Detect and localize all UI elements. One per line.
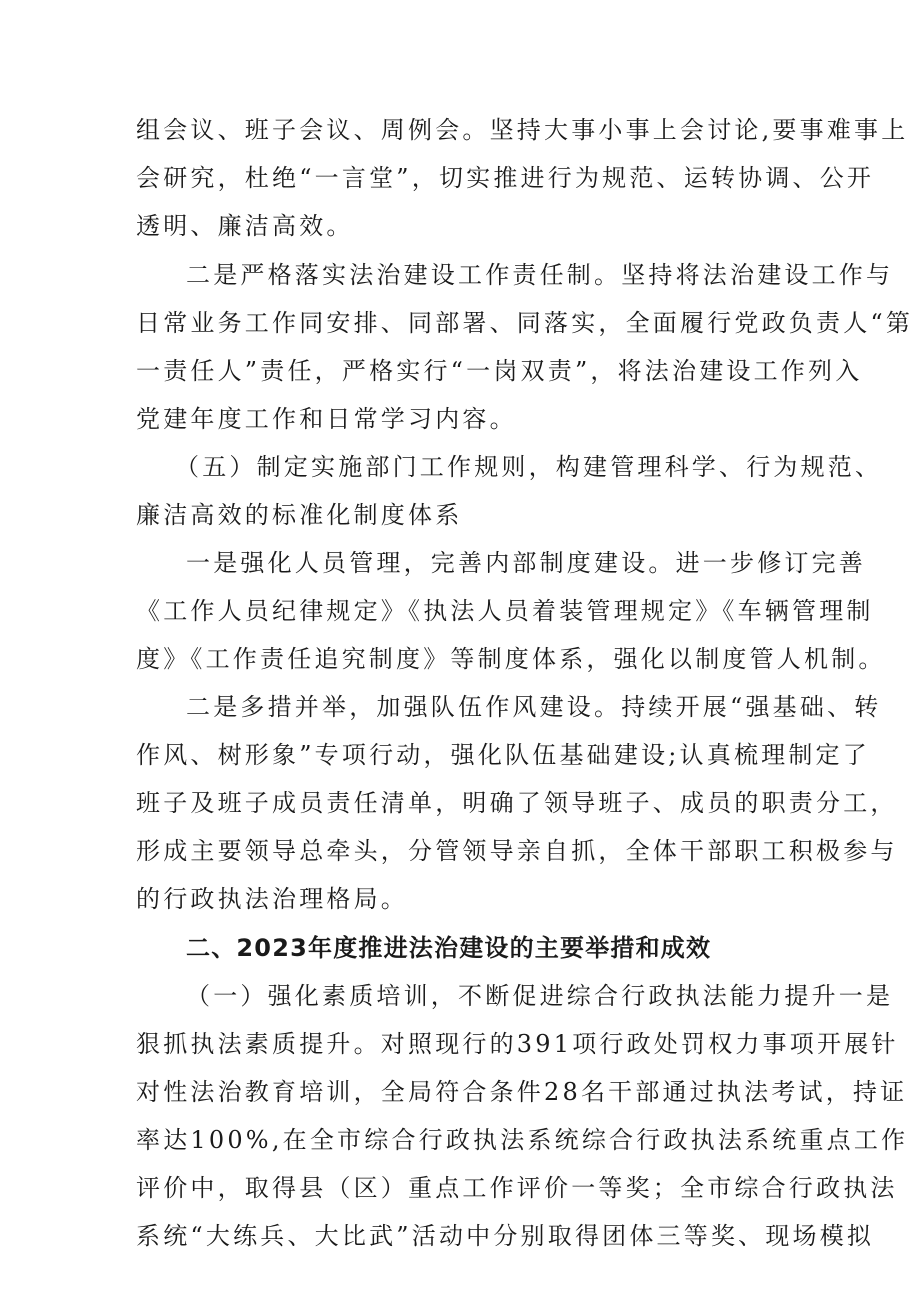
text-line: 透明、廉洁高效。 xyxy=(136,212,354,240)
text-line: 的行政执法治理格局。 xyxy=(136,885,408,913)
text-line: 度》《工作责任追究制度》等制度体系，强化以制度管人机制。 xyxy=(136,645,886,673)
text-line: 评价中，取得县（区）重点工作评价一等奖；全市综合行政执法 xyxy=(136,1174,898,1202)
section-heading: 二、2023年度推进法治建设的主要举措和成效 xyxy=(186,934,712,962)
text-line: 党建年度工作和日常学习内容。 xyxy=(136,405,517,433)
text-line: 组会议、班子会议、周例会。坚持大事小事上会讨论,要事难事上 xyxy=(136,116,909,144)
text-line: 一责任人”责任，严格实行“一岗双责”，将法治建设工作列入 xyxy=(136,357,863,385)
text-line: 作风、树形象”专项行动，强化队伍基础建设;认真梳理制定了 xyxy=(136,741,870,769)
paragraph-first-line: 二是严格落实法治建设工作责任制。坚持将法治建设工作与 xyxy=(186,261,894,289)
paragraph-first-line: 二是多措并举，加强队伍作风建设。持续开展“强基础、转 xyxy=(186,693,882,721)
text-line: 《工作人员纪律规定》《执法人员着装管理规定》《车辆管理制 xyxy=(136,597,874,625)
text-line: 率达100%,在全市综合行政执法系统综合行政执法系统重点工作 xyxy=(136,1126,909,1154)
text-line: 对性法治教育培训，全局符合条件28名干部通过执法考试，持证 xyxy=(136,1078,908,1106)
text-line: 会研究，杜绝“一言堂”，切实推进行为规范、运转协调、公开 xyxy=(136,164,875,192)
section-subheading: （五）制定实施部门工作规则，构建管理科学、行为规范、 xyxy=(175,453,883,481)
section-subheading-continued: 廉洁高效的标准化制度体系 xyxy=(136,501,463,529)
text-line: 班子及班子成员责任清单，明确了领导班子、成员的职责分工， xyxy=(136,789,898,817)
paragraph-first-line: 一是强化人员管理，完善内部制度建设。进一步修订完善 xyxy=(186,549,866,577)
paragraph-first-line: （一）强化素质培训，不断促进综合行政执法能力提升一是 xyxy=(186,982,894,1010)
text-line: 狠抓执法素质提升。对照现行的391项行政处罚权力事项开展针 xyxy=(136,1030,899,1058)
text-line: 系统“大练兵、大比武”活动中分别取得团体三等奖、现场模拟 xyxy=(136,1222,875,1250)
text-line: 形成主要领导总牵头，分管领导亲自抓，全体干部职工积极参与 xyxy=(136,837,898,865)
text-line: 日常业务工作同安排、同部署、同落实，全面履行党政负责人“第 xyxy=(136,309,914,337)
